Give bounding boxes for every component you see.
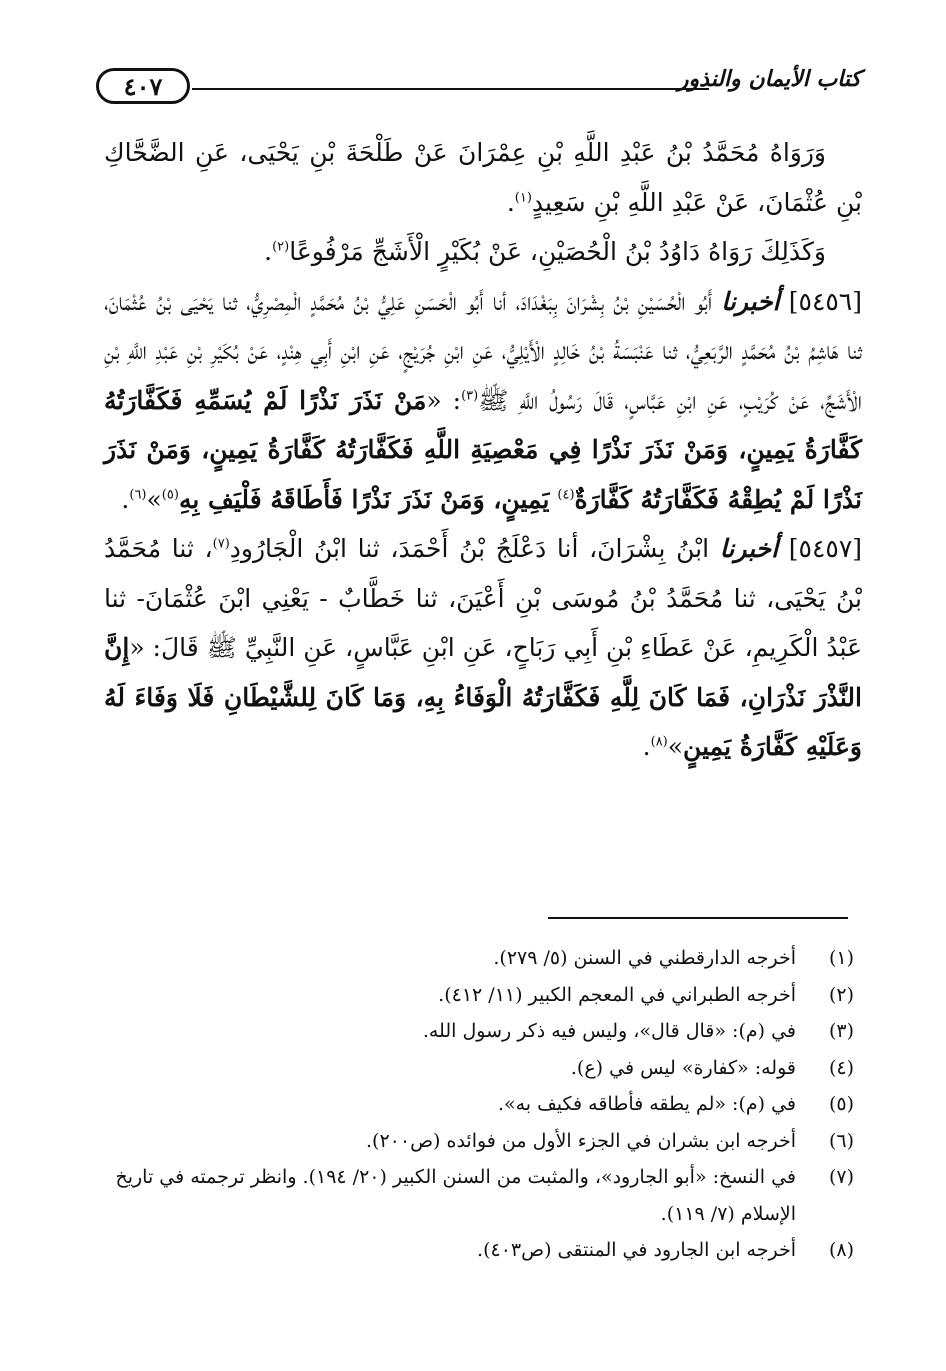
matn-text: إِنَّ النَّذْرَ نَذْرَانِ، فَمَا كَانَ لِلَّهِ فَكَفَّارَتُهُ الْوَفَاءُ بِهِ، وَمَا كَانَ لِلشَّيْطَانِ فَلَا وَفَاءَ لَهُ وَعَلَيْهِ كَفَّارَةُ يَمِينٍ [104,633,862,761]
footnote-ref-4: (٤) [557,487,575,503]
main-text [104,128,862,772]
footnote-ref-3: (٣) [461,388,479,404]
footnote-text: قوله: «كفارة» ليس في (ع). [570,1056,796,1079]
header-rule [192,88,709,90]
footnote-ref-2: (٢) [272,239,290,255]
akhbarana-label: أخبرنا [721,286,780,316]
page-header [96,62,861,112]
hadith-5456 [104,277,862,525]
footnote-number: (١) [828,947,854,969]
footnote-8 [104,1232,854,1269]
matn-text: مَنْ نَذَرَ نَذْرًا لَمْ يُسَمِّهِ فَكَفَّارَتُهُ كَفَّارَةُ يَمِينٍ، وَمَنْ نَذَرَ نَذْرًا فِي مَعْصِيَةِ اللَّهِ فَكَفَّارَتُهُ كَفَّارَةُ يَمِينٍ، وَمَنْ نَذَرَ نَذْرًا لَمْ يُطِقْهُ فَكَفَّارَتُهُ كَفَّارَةٌ [104,385,862,514]
footnote-6 [104,1123,854,1160]
paragraph-text: وَرَوَاهُ مُحَمَّدُ بْنُ عَبْدِ اللَّهِ بْنِ عِمْرَانَ عَنْ طَلْحَةَ بْنِ يَحْيَى، عَنِ الضَّحَّاكِ بْنِ عُثْمَانَ، عَنْ عَبْدِ اللَّهِ بْنِ سَعِيدٍ [104,138,862,217]
quote-close: » [667,732,684,761]
footnote-number: (٧) [828,1166,854,1188]
footnote-separator [548,917,848,919]
footnote-text: في النسخ: «أبو الجارود»، والمثبت من السنن الكبير (٢٠/ ١٩٤). وانظر ترجمته في تاريخ الإسلام (٧/ ١١٩). [115,1166,796,1225]
footnote-ref-6: (٦) [129,487,147,503]
paragraph-text: وَكَذَلِكَ رَوَاهُ دَاوُدُ بْنُ الْحُصَيْنِ، عَنْ بُكَيْرٍ الْأَشَجِّ مَرْفُوعًا [289,237,826,266]
footnote-ref-8: (٨) [650,734,668,750]
footnote-number: (٢) [828,983,854,1006]
paragraph-riwaya-2 [104,227,862,277]
footnote-ref-1: (١) [514,190,532,206]
matn-text-continued: يَمِينٍ، وَمَنْ نَذَرَ نَذْرًا فَأَطَاقَهُ فَلْيَفِ بِهِ [178,484,550,514]
footnote-7 [104,1159,854,1232]
isnad-text: أَبُو الْحُسَيْنِ بْنُ بِشْرَانَ بِبَغْدَادَ، أنا أَبُو الْحَسَنِ عَلِيُّ بْنُ مُحَمَّدٍ الْمِصْرِيُّ، ثنا يَحْيَى بْنُ عُثْمَانَ، ثنا هَاشِمُ بْنُ مُحَمَّدٍ الرَّبَعِيُّ، ثنا عَنْبَسَةُ بْنُ خَالِدٍ الْأَيْلِيُّ، عَنِ ابْنِ جُرَيْجٍ، عَنِ ابْنِ أَبِي هِنْدٍ، عَنْ بُكَيْرِ بْنِ عَبْدِ اللَّهِ بْنِ الْأَشَجِّ، عَنْ كُرَيْبٍ، عَنِ ابْنِ عَبَّاسٍ، قَالَ رَسُولُ اللَّهِ ﷺ [104,286,862,415]
footnote-2 [104,977,854,1014]
footnote-1 [104,940,854,977]
footnote-number: (٣) [828,1020,854,1042]
paragraph-riwaya-1 [104,128,862,227]
page-number: ٤٠٧ [96,68,190,104]
punctuation: . [506,187,515,217]
punctuation: . [642,732,651,761]
footnote-text: أخرجه الطبراني في المعجم الكبير (١١/ ٤١٢). [438,983,796,1006]
footnote-text: في (م): «لم يطقه فأطاقه فكيف به». [497,1093,796,1115]
quote-close: » [146,484,162,514]
isnad-text: ابْنُ بِشْرَانَ، أنا دَعْلَجُ بْنُ أَحْمَدَ، ثنا ابْنُ الْجَارُودِ [229,534,710,563]
footnote-ref-5: (٥) [161,487,179,503]
footnote-text: أخرجه ابن الجارود في المنتقى (ص٤٠٣). [477,1239,796,1261]
footnote-text: أخرجه ابن بشران في الجزء الأول من فوائده (ص٢٠٠). [366,1129,796,1152]
akhbarana-label: أخبرنا [719,534,779,563]
hadith-number: [٥٤٥٧] [788,534,863,563]
footnote-text: في (م): «قال قال»، وليس فيه ذكر رسول الله. [422,1020,796,1042]
hadith-number: [٥٤٥٦] [788,286,862,316]
footnotes [104,940,854,1269]
footnote-text: أخرجه الدارقطني في السنن (٥/ ٢٧٩). [493,947,796,969]
punctuation: . [264,237,273,266]
footnote-number: (٤) [828,1056,854,1079]
isnad-text-continued: ، ثنا مُحَمَّدُ بْنُ يَحْيَى، ثنا مُحَمَّدُ بْنُ مُوسَى بْنِ أَعْيَنَ، ثنا خَطَّابٌ - يَعْنِي ابْنَ عُثْمَانَ- ثنا عَبْدُ الْكَرِيمِ، عَنْ عَطَاءِ بْنِ أَبِي رَبَاحٍ، عَنِ ابْنِ عَبَّاسٍ، عَنِ النَّبِيِّ ﷺ قَالَ: « [104,534,862,662]
footnote-number: (٥) [828,1093,854,1115]
punctuation: . [121,484,130,514]
footnote-3 [104,1013,854,1050]
footnote-4 [104,1050,854,1087]
footnote-5 [104,1086,854,1123]
footnote-ref-7: (٧) [212,536,230,552]
quote-open: : « [426,385,462,415]
hadith-5457 [104,524,862,772]
running-title: كتاب الأيمان والنذور [677,66,861,92]
footnote-number: (٨) [828,1239,854,1261]
footnote-number: (٦) [828,1129,854,1152]
